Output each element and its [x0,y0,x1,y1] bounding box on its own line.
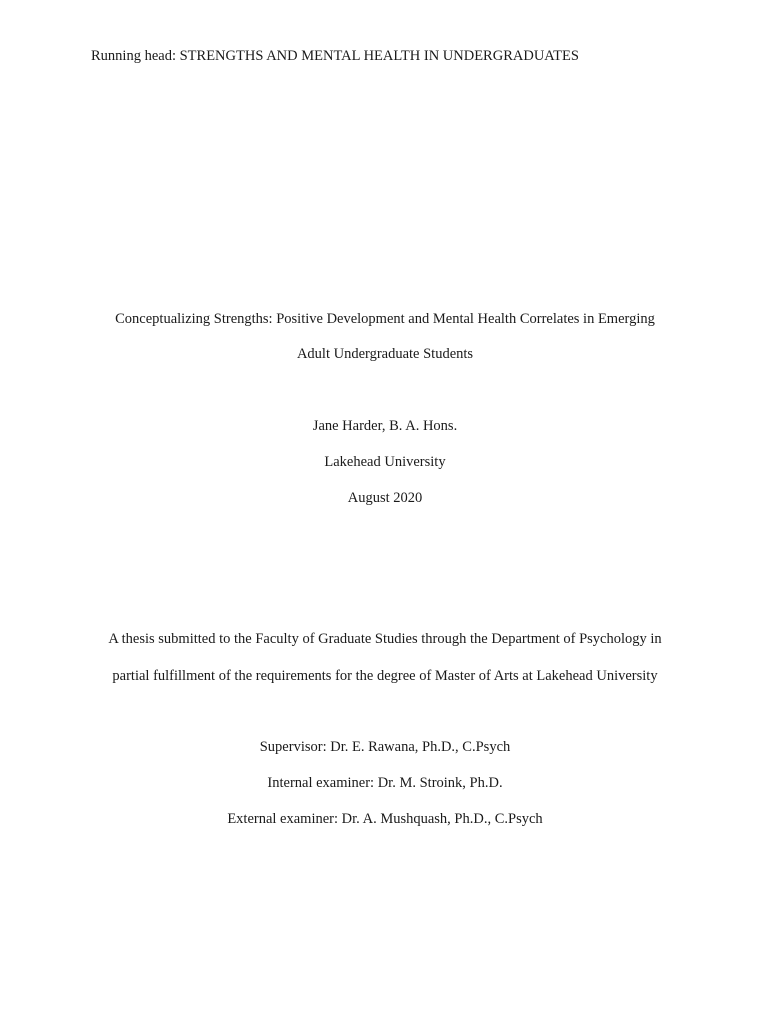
thesis-title-line-2: Adult Undergraduate Students [296,346,474,362]
thesis-title-line-1: Conceptualizing Strengths: Positive Development and Mental Health Correlates in Emerging [115,311,655,327]
submission-statement-line-2: partial fulfillment of the requirements for the degree of Master of Arts at Lakehead University [112,668,658,684]
author-name: Jane Harder, B. A. Hons. [312,418,458,434]
institution: Lakehead University [324,454,446,470]
internal-examiner: Internal examiner: Dr. M. Stroink, Ph.D. [267,775,503,791]
submission-date: August 2020 [347,490,423,506]
submission-statement-line-1: A thesis submitted to the Faculty of Graduate Studies through the Department of Psychology in [108,631,662,647]
supervisor: Supervisor: Dr. E. Rawana, Ph.D., C.Psych [259,739,511,755]
external-examiner: External examiner: Dr. A. Mushquash, Ph.D., C.Psych [227,811,543,827]
running-head: Running head: STRENGTHS AND MENTAL HEALTH IN UNDERGRADUATES [91,48,579,64]
